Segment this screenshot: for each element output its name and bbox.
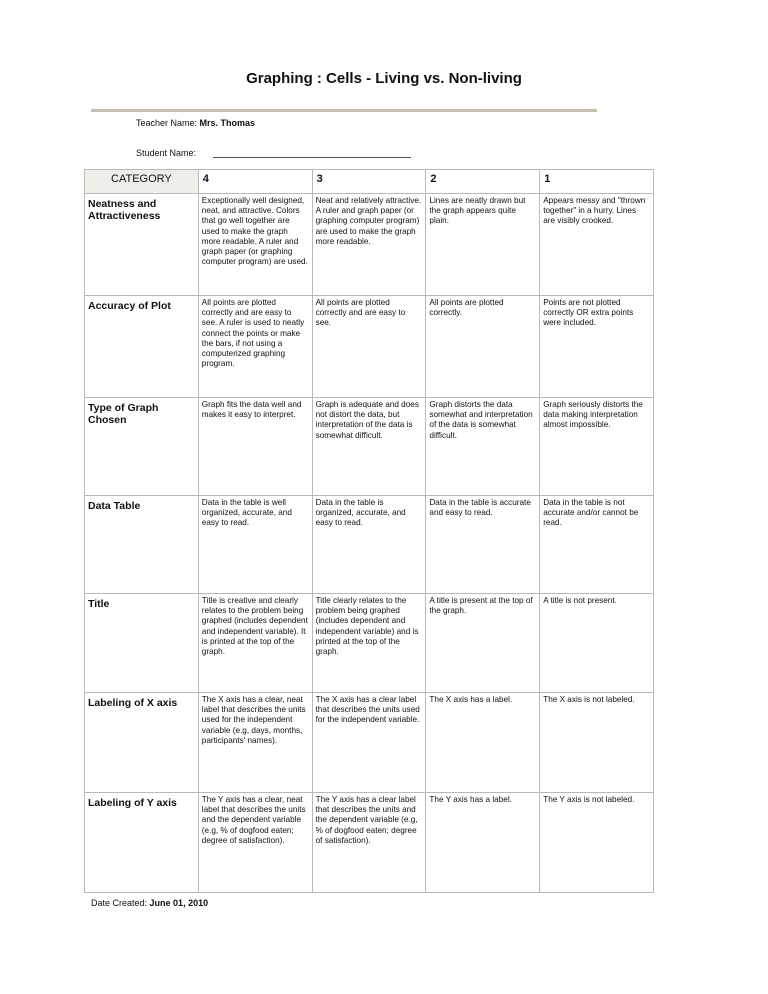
header-score-3: 3	[312, 170, 426, 194]
score-cell: A title is not present.	[540, 594, 654, 693]
score-cell: The X axis has a clear, neat label that describes the units used for the independent variable (e.g, days, months, participants' names).	[198, 693, 312, 793]
rubric-table	[84, 169, 654, 893]
teacher-name: Mrs. Thomas	[199, 118, 256, 128]
score-cell: Points are not plotted correctly OR extra points were included.	[540, 296, 654, 398]
score-cell: Appears messy and "thrown together" in a hurry. Lines are visibly crooked.	[540, 194, 654, 296]
header-category: CATEGORY	[85, 170, 199, 194]
score-cell: Data in the table is accurate and easy to read.	[426, 496, 540, 594]
score-cell: Lines are neatly drawn but the graph appears quite plain.	[426, 194, 540, 296]
score-cell: All points are plotted correctly and are easy to see. A ruler is used to neatly connect the points or make the bars, if not using a computerized graphing program.	[198, 296, 312, 398]
category-cell: Data Table	[85, 496, 199, 594]
date-value: June 01, 2010	[149, 898, 209, 908]
student-line	[136, 148, 411, 158]
score-cell: Exceptionally well designed, neat, and attractive. Colors that go well together are used to make the graph more readable. A ruler and graph paper (or graphing computer program) are used.	[198, 194, 312, 296]
score-cell: A title is present at the top of the graph.	[426, 594, 540, 693]
category-cell: Type of Graph Chosen	[85, 398, 199, 496]
header-row	[85, 170, 654, 194]
score-cell: Graph is adequate and does not distort the data, but interpretation of the data is somewhat difficult.	[312, 398, 426, 496]
score-cell: Data in the table is well organized, accurate, and easy to read.	[198, 496, 312, 594]
header-score-4: 4	[198, 170, 312, 194]
student-label: Student Name:	[136, 148, 197, 158]
score-cell: The Y axis has a label.	[426, 793, 540, 893]
score-cell: Data in the table is not accurate and/or cannot be read.	[540, 496, 654, 594]
score-cell: The Y axis is not labeled.	[540, 793, 654, 893]
title-divider	[91, 109, 597, 112]
score-cell: Title is creative and clearly relates to the problem being graphed (includes dependent and independent variable). It is printed at the top of the graph.	[198, 594, 312, 693]
category-cell: Title	[85, 594, 199, 693]
table-row	[85, 594, 654, 693]
table-row	[85, 793, 654, 893]
score-cell: Graph fits the data well and makes it easy to interpret.	[198, 398, 312, 496]
score-cell: The Y axis has a clear, neat label that describes the units and the dependent variable (e.g, % of dogfood eaten; degree of satisfaction).	[198, 793, 312, 893]
header-score-2: 2	[426, 170, 540, 194]
score-cell: Graph distorts the data somewhat and interpretation of the data is somewhat difficult.	[426, 398, 540, 496]
score-cell: All points are plotted correctly and are easy to see.	[312, 296, 426, 398]
header-score-1: 1	[540, 170, 654, 194]
score-cell: Title clearly relates to the problem being graphed (includes dependent and independent variable) and is printed at the top of the graph.	[312, 594, 426, 693]
table-row	[85, 496, 654, 594]
score-cell: All points are plotted correctly.	[426, 296, 540, 398]
student-name-blank	[213, 148, 411, 158]
score-cell: The X axis is not labeled.	[540, 693, 654, 793]
page-title: Graphing : Cells - Living vs. Non-living	[246, 70, 522, 87]
score-cell: Neat and relatively attractive. A ruler and graph paper (or graphing computer program) are used to make the graph more readable.	[312, 194, 426, 296]
table-row	[85, 296, 654, 398]
score-cell: Data in the table is organized, accurate, and easy to read.	[312, 496, 426, 594]
table-row	[85, 693, 654, 793]
teacher-line	[136, 118, 255, 128]
table-row	[85, 398, 654, 496]
date-created	[91, 898, 208, 908]
category-cell: Labeling of X axis	[85, 693, 199, 793]
date-label: Date Created:	[91, 898, 148, 908]
table-row	[85, 194, 654, 296]
score-cell: Graph seriously distorts the data making interpretation almost impossible.	[540, 398, 654, 496]
teacher-label: Teacher Name:	[136, 118, 198, 128]
score-cell: The X axis has a clear label that describes the units used for the independent variable.	[312, 693, 426, 793]
score-cell: The Y axis has a clear label that describes the units and the dependent variable (e.g, % of dogfood eaten; degree of satisfaction).	[312, 793, 426, 893]
category-cell: Accuracy of Plot	[85, 296, 199, 398]
category-cell: Labeling of Y axis	[85, 793, 199, 893]
category-cell: Neatness and Attractiveness	[85, 194, 199, 296]
score-cell: The X axis has a label.	[426, 693, 540, 793]
